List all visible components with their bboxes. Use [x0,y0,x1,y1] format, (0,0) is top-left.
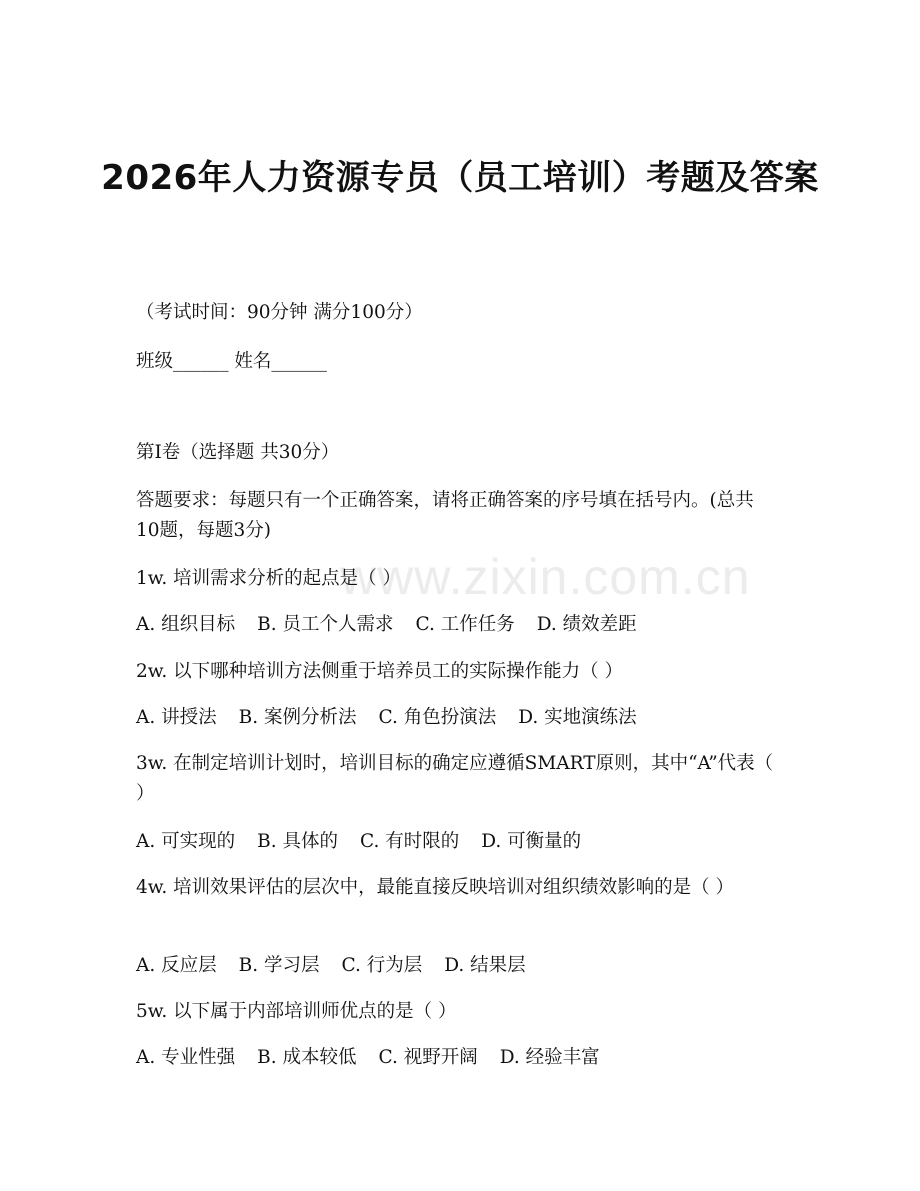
option-d: D. 实地演练法 [518,707,637,728]
question-options [136,1043,786,1073]
question-options [136,951,786,981]
option-c: C. 工作任务 [415,614,515,635]
question-stem: 1w. 培训需求分析的起点是（ ） [136,568,402,589]
question-options [136,827,786,857]
option-b: B. 员工个人需求 [257,614,394,635]
question-stem: 3w. 在制定培训计划时，培训目标的确定应遵循SMART原则，其中“A”代表（ ） [136,753,774,804]
option-b: B. 案例分析法 [238,707,357,728]
watermark: www.zixin.com.cn [340,549,751,605]
option-d: D. 经验丰富 [499,1047,600,1068]
class-name-line: 班级______ 姓名______ [136,351,327,372]
question-stem: 2w. 以下哪种培训方法侧重于培养员工的实际操作能力（ ） [136,661,624,682]
option-c: C. 角色扮演法 [378,707,497,728]
option-c: C. 有时限的 [359,831,460,852]
option-d: D. 绩效差距 [536,614,637,635]
document-title: 2026年人力资源专员（员工培训）考题及答案 [101,158,819,198]
option-c: C. 视野开阔 [378,1047,478,1068]
question-stem: 4w. 培训效果评估的层次中，最能直接反映培训对组织绩效影响的是（ ） [136,877,735,898]
option-a: A. 讲授法 [136,707,217,728]
question-options [136,610,786,640]
section-title: 第I卷（选择题 共30分） [136,442,340,463]
exam-info: （考试时间：90分钟 满分100分） [136,302,423,323]
option-a: A. 可实现的 [136,831,236,852]
option-b: B. 成本较低 [257,1047,357,1068]
question-options [136,703,786,733]
option-d: D. 可衡量的 [481,831,582,852]
option-b: B. 学习层 [238,955,320,976]
option-a: A. 专业性强 [136,1047,236,1068]
question-stem: 5w. 以下属于内部培训师优点的是（ ） [136,1001,457,1022]
option-a: A. 反应层 [136,955,217,976]
option-b: B. 具体的 [257,831,338,852]
instructions: 答题要求：每题只有一个正确答案，请将正确答案的序号填在括号内。(总共10题，每题3分) [136,490,754,541]
option-d: D. 结果层 [444,955,526,976]
option-a: A. 组织目标 [136,614,236,635]
option-c: C. 行为层 [341,955,423,976]
